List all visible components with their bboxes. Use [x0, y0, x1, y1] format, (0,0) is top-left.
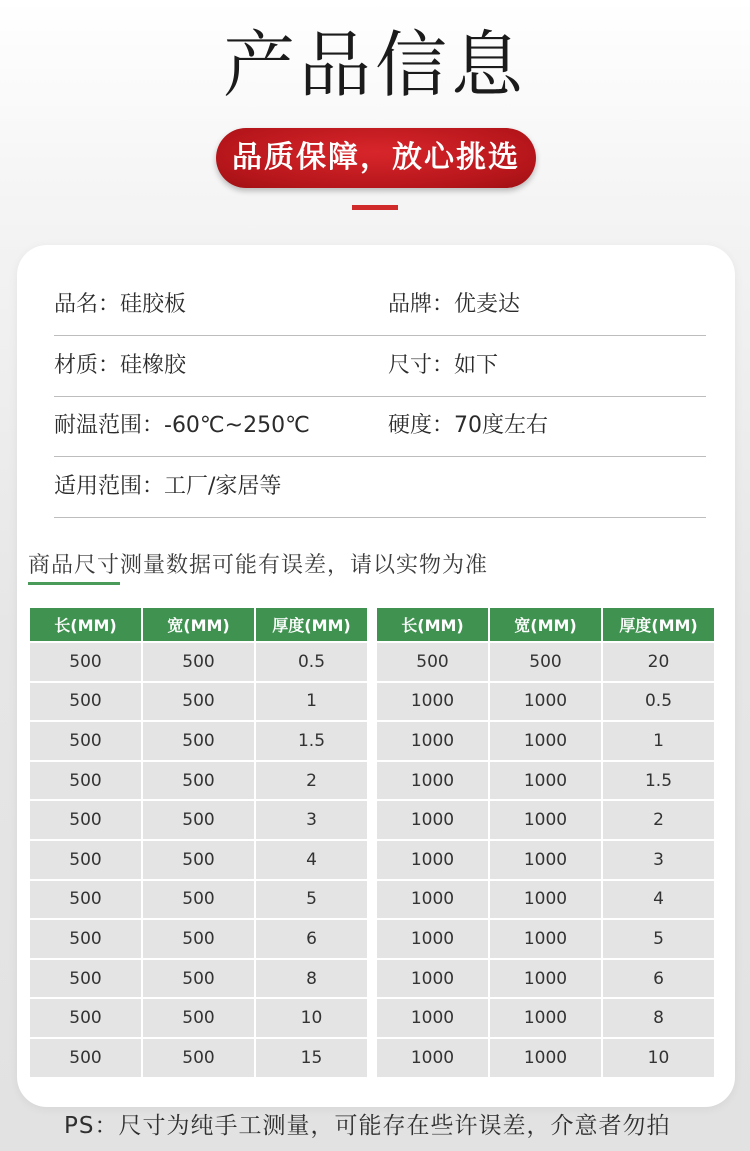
- cell-length: 500: [30, 960, 141, 998]
- table-row: [377, 801, 714, 839]
- cell-length: 500: [30, 722, 141, 760]
- cell-width: 1000: [490, 1039, 601, 1077]
- table-row: [377, 960, 714, 998]
- cell-width: 1000: [490, 960, 601, 998]
- table-header-row: [377, 608, 714, 641]
- cell-thickness: 6: [256, 920, 367, 958]
- cell-thickness: 1.5: [256, 722, 367, 760]
- table-row: [377, 722, 714, 760]
- cell-length: 500: [30, 643, 141, 681]
- cell-thickness: 4: [603, 881, 714, 919]
- cell-length: 1000: [377, 722, 488, 760]
- table-row: [30, 1039, 367, 1077]
- cell-length: 500: [30, 920, 141, 958]
- cell-width: 500: [490, 643, 601, 681]
- cell-thickness: 3: [256, 801, 367, 839]
- cell-thickness: 2: [256, 762, 367, 800]
- table-header-row: [30, 608, 367, 641]
- cell-width: 1000: [490, 920, 601, 958]
- cell-thickness: 3: [603, 841, 714, 879]
- cell-thickness: 20: [603, 643, 714, 681]
- cell-thickness: 1: [603, 722, 714, 760]
- cell-thickness: 10: [603, 1039, 714, 1077]
- note-underline: [28, 582, 120, 585]
- cell-thickness: 1: [256, 683, 367, 721]
- cell-width: 500: [143, 960, 254, 998]
- cell-width: 500: [143, 643, 254, 681]
- spec-row: [54, 457, 706, 518]
- spec-brand: 品牌：优麦达: [388, 292, 521, 317]
- cell-thickness: 8: [603, 999, 714, 1037]
- header-thickness: 厚度(MM): [603, 608, 714, 641]
- cell-width: 500: [143, 920, 254, 958]
- cell-length: 1000: [377, 999, 488, 1037]
- table-row: [30, 762, 367, 800]
- spec-hardness: 硬度：70度左右: [388, 413, 548, 438]
- cell-thickness: 5: [256, 881, 367, 919]
- cell-thickness: 15: [256, 1039, 367, 1077]
- header-width: 宽(MM): [143, 608, 254, 641]
- cell-width: 500: [143, 762, 254, 800]
- table-row: [30, 643, 367, 681]
- cell-thickness: 2: [603, 801, 714, 839]
- header-thickness: 厚度(MM): [256, 608, 367, 641]
- spec-usage: 适用范围：工厂/家居等: [54, 474, 282, 499]
- spec-size: 尺寸：如下: [388, 353, 499, 378]
- measurement-note: 商品尺寸测量数据可能有误差，请以实物为准: [28, 553, 489, 578]
- cell-length: 1000: [377, 960, 488, 998]
- table-row: [377, 999, 714, 1037]
- table-row: [30, 683, 367, 721]
- spec-temperature: 耐温范围：-60℃~250℃: [54, 413, 310, 438]
- cell-length: 1000: [377, 801, 488, 839]
- cell-length: 500: [30, 1039, 141, 1077]
- cell-width: 1000: [490, 881, 601, 919]
- page-title: 产品信息: [222, 23, 527, 107]
- table-row: [30, 881, 367, 919]
- spec-row: [54, 275, 706, 336]
- cell-width: 500: [143, 722, 254, 760]
- cell-width: 500: [143, 1039, 254, 1077]
- cell-width: 1000: [490, 683, 601, 721]
- table-row: [30, 920, 367, 958]
- table-row: [377, 1039, 714, 1077]
- spec-name: 品名：硅胶板: [54, 292, 187, 317]
- cell-length: 500: [30, 999, 141, 1037]
- cell-thickness: 8: [256, 960, 367, 998]
- cell-thickness: 0.5: [603, 683, 714, 721]
- table-row: [377, 762, 714, 800]
- table-row: [377, 881, 714, 919]
- cell-length: 500: [30, 683, 141, 721]
- cell-width: 500: [143, 801, 254, 839]
- table-row: [377, 920, 714, 958]
- cell-width: 500: [143, 881, 254, 919]
- cell-width: 500: [143, 683, 254, 721]
- cell-thickness: 6: [603, 960, 714, 998]
- cell-thickness: 5: [603, 920, 714, 958]
- table-row: [377, 841, 714, 879]
- table-row: [30, 722, 367, 760]
- cell-length: 1000: [377, 683, 488, 721]
- cell-length: 500: [377, 643, 488, 681]
- cell-length: 500: [30, 841, 141, 879]
- spec-material: 材质：硅橡胶: [54, 353, 187, 378]
- header-width: 宽(MM): [490, 608, 601, 641]
- cell-width: 1000: [490, 801, 601, 839]
- cell-thickness: 0.5: [256, 643, 367, 681]
- cell-thickness: 10: [256, 999, 367, 1037]
- cell-length: 1000: [377, 920, 488, 958]
- cell-length: 1000: [377, 841, 488, 879]
- cell-thickness: 1.5: [603, 762, 714, 800]
- table-row: [30, 999, 367, 1037]
- cell-width: 1000: [490, 999, 601, 1037]
- slogan-badge: 品质保障，放心挑选: [216, 128, 536, 188]
- size-table-right: [375, 606, 716, 1079]
- table-row: [30, 960, 367, 998]
- table-row: [30, 841, 367, 879]
- red-divider: [352, 205, 398, 210]
- cell-length: 1000: [377, 762, 488, 800]
- cell-width: 500: [143, 999, 254, 1037]
- table-row: [30, 801, 367, 839]
- spec-row: [54, 336, 706, 397]
- cell-thickness: 4: [256, 841, 367, 879]
- cell-length: 500: [30, 801, 141, 839]
- size-table-left: [28, 606, 369, 1079]
- spec-row: [54, 396, 706, 457]
- cell-length: 500: [30, 762, 141, 800]
- cell-length: 1000: [377, 1039, 488, 1077]
- cell-width: 1000: [490, 762, 601, 800]
- ps-footnote: PS：尺寸为纯手工测量，可能存在些许误差，介意者勿拍: [64, 1113, 671, 1139]
- header-length: 长(MM): [30, 608, 141, 641]
- cell-width: 1000: [490, 841, 601, 879]
- cell-width: 500: [143, 841, 254, 879]
- header-length: 长(MM): [377, 608, 488, 641]
- table-row: [377, 643, 714, 681]
- cell-width: 1000: [490, 722, 601, 760]
- cell-length: 1000: [377, 881, 488, 919]
- table-row: [377, 683, 714, 721]
- cell-length: 500: [30, 881, 141, 919]
